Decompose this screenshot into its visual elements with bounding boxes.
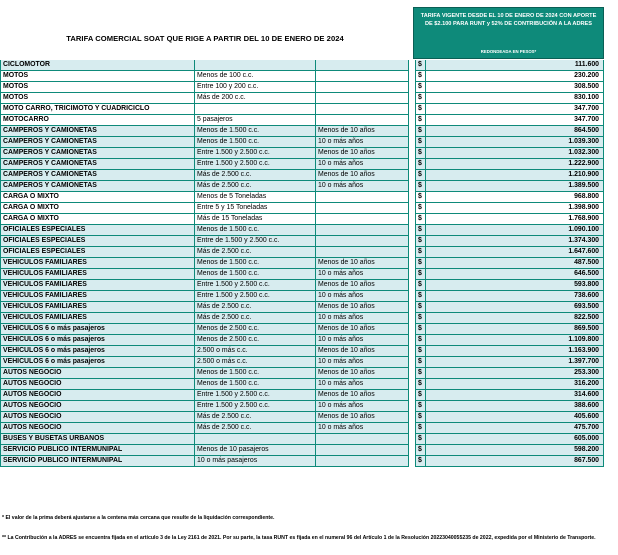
- age-cell: [316, 456, 409, 467]
- table-row: [1, 258, 604, 269]
- table-row: [1, 115, 604, 126]
- footnote-contribution: ** La Contribución a la ADRES se encuentra fijada en el artículo 3 de la Ley 2161 de 2021. Por su parte, la tasa RUNT es fijada en el numeral 96 del Artículo 1 de la Resolución 20223040055235 de 2022, expedida por el Ministerio de Transporte.: [2, 535, 596, 541]
- currency-symbol-cell: $: [416, 192, 426, 203]
- subtype-cell: Menos de 1.500 c.c.: [195, 379, 316, 390]
- vehicle-category-cell: AUTOS NEGOCIO: [1, 412, 195, 423]
- tariff-amount-cell: 1.210.900: [426, 170, 604, 181]
- vehicle-category-cell: VEHICULOS 6 o más pasajeros: [1, 335, 195, 346]
- vehicle-category-cell: AUTOS NEGOCIO: [1, 379, 195, 390]
- subtype-cell: Menos de 100 c.c.: [195, 71, 316, 82]
- vehicle-category-cell: MOTOS: [1, 82, 195, 93]
- table-row: [1, 335, 604, 346]
- vehicle-category-cell: CAMPEROS Y CAMIONETAS: [1, 126, 195, 137]
- vehicle-category-cell: SERVICIO PUBLICO INTERMUNIPAL: [1, 445, 195, 456]
- currency-symbol-cell: $: [416, 368, 426, 379]
- column-gap: [409, 170, 416, 181]
- tariff-amount-cell: 738.600: [426, 291, 604, 302]
- currency-symbol-cell: $: [416, 159, 426, 170]
- currency-symbol-cell: $: [416, 423, 426, 434]
- currency-symbol-cell: $: [416, 203, 426, 214]
- tariff-amount-cell: 822.500: [426, 313, 604, 324]
- tariff-amount-cell: 1.039.300: [426, 137, 604, 148]
- currency-symbol-cell: $: [416, 335, 426, 346]
- column-gap: [409, 324, 416, 335]
- column-gap: [409, 456, 416, 467]
- currency-symbol-cell: $: [416, 115, 426, 126]
- column-gap: [409, 93, 416, 104]
- vehicle-category-cell: VEHICULOS FAMILIARES: [1, 302, 195, 313]
- tariff-amount-cell: 1.397.700: [426, 357, 604, 368]
- subtype-cell: Menos de 1.500 c.c.: [195, 258, 316, 269]
- column-gap: [409, 379, 416, 390]
- column-gap: [409, 258, 416, 269]
- table-row: [1, 401, 604, 412]
- currency-symbol-cell: $: [416, 82, 426, 93]
- table-row: [1, 423, 604, 434]
- tariff-amount-cell: 1.163.900: [426, 346, 604, 357]
- age-cell: 10 o más años: [316, 401, 409, 412]
- tariff-table-body: [1, 60, 604, 467]
- subtype-cell: Menos de 1.500 c.c.: [195, 137, 316, 148]
- table-row: [1, 181, 604, 192]
- currency-symbol-cell: $: [416, 291, 426, 302]
- tariff-amount-cell: 869.500: [426, 324, 604, 335]
- column-gap: [409, 313, 416, 324]
- column-gap: [409, 71, 416, 82]
- tariff-amount-cell: 1.032.300: [426, 148, 604, 159]
- age-cell: 10 o más años: [316, 137, 409, 148]
- currency-symbol-cell: $: [416, 456, 426, 467]
- currency-symbol-cell: $: [416, 104, 426, 115]
- subtype-cell: Más de 2.500 c.c.: [195, 423, 316, 434]
- age-cell: [316, 115, 409, 126]
- age-cell: [316, 71, 409, 82]
- currency-symbol-cell: $: [416, 214, 426, 225]
- column-gap: [409, 148, 416, 159]
- subtype-cell: Entre 100 y 200 c.c.: [195, 82, 316, 93]
- subtype-cell: Menos de 1.500 c.c.: [195, 126, 316, 137]
- vehicle-category-cell: VEHICULOS FAMILIARES: [1, 258, 195, 269]
- table-row: [1, 148, 604, 159]
- age-cell: 10 o más años: [316, 291, 409, 302]
- table-row: [1, 379, 604, 390]
- age-cell: [316, 60, 409, 71]
- subtype-cell: Más de 2.500 c.c.: [195, 412, 316, 423]
- vehicle-category-cell: VEHICULOS 6 o más pasajeros: [1, 357, 195, 368]
- subtype-cell: Entre de 1.500 y 2.500 c.c.: [195, 236, 316, 247]
- currency-symbol-cell: $: [416, 445, 426, 456]
- subtype-cell: Menos de 1.500 c.c.: [195, 269, 316, 280]
- table-row: [1, 324, 604, 335]
- subtype-cell: Entre 1.500 y 2.500 c.c.: [195, 159, 316, 170]
- tariff-amount-cell: 593.800: [426, 280, 604, 291]
- table-row: [1, 71, 604, 82]
- currency-symbol-cell: $: [416, 401, 426, 412]
- tariff-amount-cell: 1.647.600: [426, 247, 604, 258]
- currency-symbol-cell: $: [416, 170, 426, 181]
- column-gap: [409, 115, 416, 126]
- vehicle-category-cell: CARGA O MIXTO: [1, 203, 195, 214]
- table-row: [1, 313, 604, 324]
- table-row: [1, 203, 604, 214]
- subtype-cell: 2.500 o más c.c.: [195, 346, 316, 357]
- vehicle-category-cell: OFICIALES ESPECIALES: [1, 225, 195, 236]
- table-row: [1, 390, 604, 401]
- column-gap: [409, 192, 416, 203]
- currency-symbol-cell: $: [416, 137, 426, 148]
- table-row: [1, 456, 604, 467]
- currency-symbol-cell: $: [416, 93, 426, 104]
- subtype-cell: 5 pasajeros: [195, 115, 316, 126]
- column-gap: [409, 390, 416, 401]
- footnote-rounding: * El valor de la prima deberá ajustarse a la centena más cercana que resulte de la liquidación correspondiente.: [2, 515, 275, 521]
- age-cell: 10 o más años: [316, 269, 409, 280]
- age-cell: Menos de 10 años: [316, 170, 409, 181]
- age-cell: [316, 214, 409, 225]
- currency-symbol-cell: $: [416, 181, 426, 192]
- subtype-cell: Menos de 5 Toneladas: [195, 192, 316, 203]
- column-gap: [409, 280, 416, 291]
- tariff-amount-cell: 314.600: [426, 390, 604, 401]
- currency-symbol-cell: $: [416, 247, 426, 258]
- column-gap: [409, 291, 416, 302]
- table-row: [1, 104, 604, 115]
- age-cell: [316, 225, 409, 236]
- age-cell: 10 o más años: [316, 335, 409, 346]
- tariff-amount-cell: 487.500: [426, 258, 604, 269]
- vehicle-category-cell: CAMPEROS Y CAMIONETAS: [1, 181, 195, 192]
- subtype-cell: Entre 5 y 15 Toneladas: [195, 203, 316, 214]
- table-row: [1, 412, 604, 423]
- currency-symbol-cell: $: [416, 346, 426, 357]
- age-cell: Menos de 10 años: [316, 148, 409, 159]
- currency-symbol-cell: $: [416, 225, 426, 236]
- table-row: [1, 192, 604, 203]
- tariff-amount-cell: 308.500: [426, 82, 604, 93]
- vehicle-category-cell: CARGA O MIXTO: [1, 192, 195, 203]
- age-cell: 10 o más años: [316, 159, 409, 170]
- tariff-amount-cell: 646.500: [426, 269, 604, 280]
- age-cell: Menos de 10 años: [316, 368, 409, 379]
- column-gap: [409, 368, 416, 379]
- table-row: [1, 280, 604, 291]
- age-cell: Menos de 10 años: [316, 258, 409, 269]
- vehicle-category-cell: CICLOMOTOR: [1, 60, 195, 71]
- subtype-cell: [195, 60, 316, 71]
- tariff-amount-cell: 316.200: [426, 379, 604, 390]
- column-gap: [409, 214, 416, 225]
- vehicle-category-cell: MOTO CARRO, TRICIMOTO Y CUADRICICLO: [1, 104, 195, 115]
- table-row: [1, 82, 604, 93]
- vehicle-category-cell: MOTOS: [1, 71, 195, 82]
- subtype-cell: Más de 2.500 c.c.: [195, 313, 316, 324]
- currency-symbol-cell: $: [416, 280, 426, 291]
- table-row: [1, 225, 604, 236]
- age-cell: 10 o más años: [316, 379, 409, 390]
- vehicle-category-cell: VEHICULOS FAMILIARES: [1, 313, 195, 324]
- vehicle-category-cell: OFICIALES ESPECIALES: [1, 247, 195, 258]
- column-gap: [409, 412, 416, 423]
- tariff-amount-cell: 230.200: [426, 71, 604, 82]
- table-row: [1, 357, 604, 368]
- tariff-amount-cell: 347.700: [426, 115, 604, 126]
- vehicle-category-cell: AUTOS NEGOCIO: [1, 390, 195, 401]
- tariff-amount-cell: 388.600: [426, 401, 604, 412]
- subtype-cell: Menos de 10 pasajeros: [195, 445, 316, 456]
- table-row: [1, 434, 604, 445]
- age-cell: [316, 247, 409, 258]
- currency-symbol-cell: $: [416, 434, 426, 445]
- age-cell: Menos de 10 años: [316, 126, 409, 137]
- table-row: [1, 93, 604, 104]
- vehicle-category-cell: SERVICIO PUBLICO INTERMUNIPAL: [1, 456, 195, 467]
- subtype-cell: Menos de 2.500 c.c.: [195, 324, 316, 335]
- column-gap: [409, 82, 416, 93]
- tariff-amount-cell: 253.300: [426, 368, 604, 379]
- tariff-amount-cell: 1.109.800: [426, 335, 604, 346]
- subtype-cell: [195, 104, 316, 115]
- tariff-amount-cell: 1.768.900: [426, 214, 604, 225]
- tariff-amount-cell: 347.700: [426, 104, 604, 115]
- age-cell: [316, 236, 409, 247]
- currency-symbol-cell: $: [416, 324, 426, 335]
- tariff-amount-cell: 111.600: [426, 60, 604, 71]
- currency-symbol-cell: $: [416, 148, 426, 159]
- column-gap: [409, 126, 416, 137]
- tariff-amount-cell: 405.600: [426, 412, 604, 423]
- vehicle-category-cell: VEHICULOS FAMILIARES: [1, 269, 195, 280]
- vehicle-category-cell: AUTOS NEGOCIO: [1, 423, 195, 434]
- column-gap: [409, 445, 416, 456]
- tariff-amount-cell: 475.700: [426, 423, 604, 434]
- vehicle-category-cell: VEHICULOS FAMILIARES: [1, 291, 195, 302]
- vehicle-category-cell: VEHICULOS FAMILIARES: [1, 280, 195, 291]
- column-gap: [409, 247, 416, 258]
- tariff-amount-cell: 867.500: [426, 456, 604, 467]
- age-cell: [316, 192, 409, 203]
- age-cell: Menos de 10 años: [316, 324, 409, 335]
- column-gap: [409, 346, 416, 357]
- vehicle-category-cell: MOTOS: [1, 93, 195, 104]
- column-gap: [409, 423, 416, 434]
- table-row: [1, 214, 604, 225]
- vehicle-category-cell: OFICIALES ESPECIALES: [1, 236, 195, 247]
- column-gap: [409, 236, 416, 247]
- column-gap: [409, 357, 416, 368]
- subtype-cell: Menos de 1.500 c.c.: [195, 368, 316, 379]
- subtype-cell: Menos de 1.500 c.c.: [195, 225, 316, 236]
- vehicle-category-cell: CAMPEROS Y CAMIONETAS: [1, 170, 195, 181]
- age-cell: 10 o más años: [316, 313, 409, 324]
- column-gap: [409, 159, 416, 170]
- tariff-amount-cell: 968.800: [426, 192, 604, 203]
- subtype-cell: Entre 1.500 y 2.500 c.c.: [195, 148, 316, 159]
- age-cell: [316, 104, 409, 115]
- currency-symbol-cell: $: [416, 258, 426, 269]
- currency-symbol-cell: $: [416, 269, 426, 280]
- subtype-cell: Entre 1.500 y 2.500 c.c.: [195, 291, 316, 302]
- tariff-column-header: [413, 7, 604, 59]
- vehicle-category-cell: BUSES Y BUSETAS URBANOS: [1, 434, 195, 445]
- currency-symbol-cell: $: [416, 313, 426, 324]
- column-gap: [409, 137, 416, 148]
- table-row: [1, 302, 604, 313]
- currency-symbol-cell: $: [416, 126, 426, 137]
- column-gap: [409, 181, 416, 192]
- table-row: [1, 346, 604, 357]
- subtype-cell: Entre 1.500 y 2.500 c.c.: [195, 401, 316, 412]
- column-gap: [409, 225, 416, 236]
- table-header-left: [0, 7, 410, 60]
- vehicle-category-cell: VEHICULOS 6 o más pasajeros: [1, 324, 195, 335]
- age-cell: Menos de 10 años: [316, 280, 409, 291]
- column-gap: [409, 335, 416, 346]
- table-row: [1, 60, 604, 71]
- age-cell: Menos de 10 años: [316, 412, 409, 423]
- tariff-amount-cell: 598.200: [426, 445, 604, 456]
- tariff-amount-cell: 1.374.300: [426, 236, 604, 247]
- subtype-cell: 2.500 o más c.c.: [195, 357, 316, 368]
- subtype-cell: Más de 2.500 c.c.: [195, 247, 316, 258]
- age-cell: 10 o más años: [316, 181, 409, 192]
- table-row: [1, 137, 604, 148]
- table-row: [1, 126, 604, 137]
- vehicle-category-cell: MOTOCARRO: [1, 115, 195, 126]
- subtype-cell: [195, 434, 316, 445]
- age-cell: 10 o más años: [316, 357, 409, 368]
- table-row: [1, 269, 604, 280]
- subtype-cell: 10 o más pasajeros: [195, 456, 316, 467]
- vehicle-category-cell: AUTOS NEGOCIO: [1, 401, 195, 412]
- subtype-cell: Entre 1.500 y 2.500 c.c.: [195, 280, 316, 291]
- table-row: [1, 445, 604, 456]
- subtype-cell: Menos de 2.500 c.c.: [195, 335, 316, 346]
- tariff-amount-cell: 693.500: [426, 302, 604, 313]
- page-title: TARIFA COMERCIAL SOAT QUE RIGE A PARTIR DEL 10 DE ENERO DE 2024: [66, 34, 344, 43]
- tariff-amount-cell: 1.222.900: [426, 159, 604, 170]
- column-gap: [409, 401, 416, 412]
- column-gap: [409, 434, 416, 445]
- tariff-amount-cell: 1.398.900: [426, 203, 604, 214]
- currency-symbol-cell: $: [416, 71, 426, 82]
- currency-symbol-cell: $: [416, 302, 426, 313]
- currency-symbol-cell: $: [416, 236, 426, 247]
- vehicle-category-cell: CAMPEROS Y CAMIONETAS: [1, 137, 195, 148]
- column-gap: [409, 60, 416, 71]
- currency-symbol-cell: $: [416, 390, 426, 401]
- subtype-cell: Más de 2.500 c.c.: [195, 302, 316, 313]
- tariff-amount-cell: 830.100: [426, 93, 604, 104]
- tariff-table: [0, 60, 604, 467]
- age-cell: Menos de 10 años: [316, 390, 409, 401]
- table-row: [1, 291, 604, 302]
- subtype-cell: Más de 2.500 c.c.: [195, 170, 316, 181]
- subtype-cell: Entre 1.500 y 2.500 c.c.: [195, 390, 316, 401]
- currency-symbol-cell: $: [416, 379, 426, 390]
- tariff-amount-cell: 1.090.100: [426, 225, 604, 236]
- age-cell: [316, 445, 409, 456]
- subtype-cell: Más de 200 c.c.: [195, 93, 316, 104]
- tariff-amount-cell: 864.500: [426, 126, 604, 137]
- table-row: [1, 368, 604, 379]
- currency-symbol-cell: $: [416, 412, 426, 423]
- subtype-cell: Más de 15 Toneladas: [195, 214, 316, 225]
- vehicle-category-cell: CAMPEROS Y CAMIONETAS: [1, 159, 195, 170]
- age-cell: [316, 82, 409, 93]
- table-row: [1, 159, 604, 170]
- column-gap: [409, 269, 416, 280]
- age-cell: Menos de 10 años: [316, 346, 409, 357]
- column-gap: [409, 203, 416, 214]
- tariff-amount-cell: 605.000: [426, 434, 604, 445]
- table-row: [1, 236, 604, 247]
- vehicle-category-cell: AUTOS NEGOCIO: [1, 368, 195, 379]
- currency-symbol-cell: $: [416, 357, 426, 368]
- table-row: [1, 170, 604, 181]
- vehicle-category-cell: CAMPEROS Y CAMIONETAS: [1, 148, 195, 159]
- tariff-amount-cell: 1.389.500: [426, 181, 604, 192]
- subtype-cell: Más de 2.500 c.c.: [195, 181, 316, 192]
- column-gap: [409, 302, 416, 313]
- age-cell: [316, 203, 409, 214]
- age-cell: [316, 93, 409, 104]
- vehicle-category-cell: VEHICULOS 6 o más pasajeros: [1, 346, 195, 357]
- tariff-column-title: TARIFA VIGENTE DESDE EL 10 DE ENERO DE 2024 CON APORTE DE $2.100 PARA RUNT y 52% DE CONTRIBUCIÓN A LA ADRES: [420, 13, 597, 27]
- age-cell: 10 o más años: [316, 423, 409, 434]
- age-cell: Menos de 10 años: [316, 302, 409, 313]
- vehicle-category-cell: CARGA O MIXTO: [1, 214, 195, 225]
- column-gap: [409, 104, 416, 115]
- tariff-column-subtitle: REDONDEADA EN PESOS*: [480, 49, 537, 54]
- currency-symbol-cell: $: [416, 60, 426, 71]
- age-cell: [316, 434, 409, 445]
- table-row: [1, 247, 604, 258]
